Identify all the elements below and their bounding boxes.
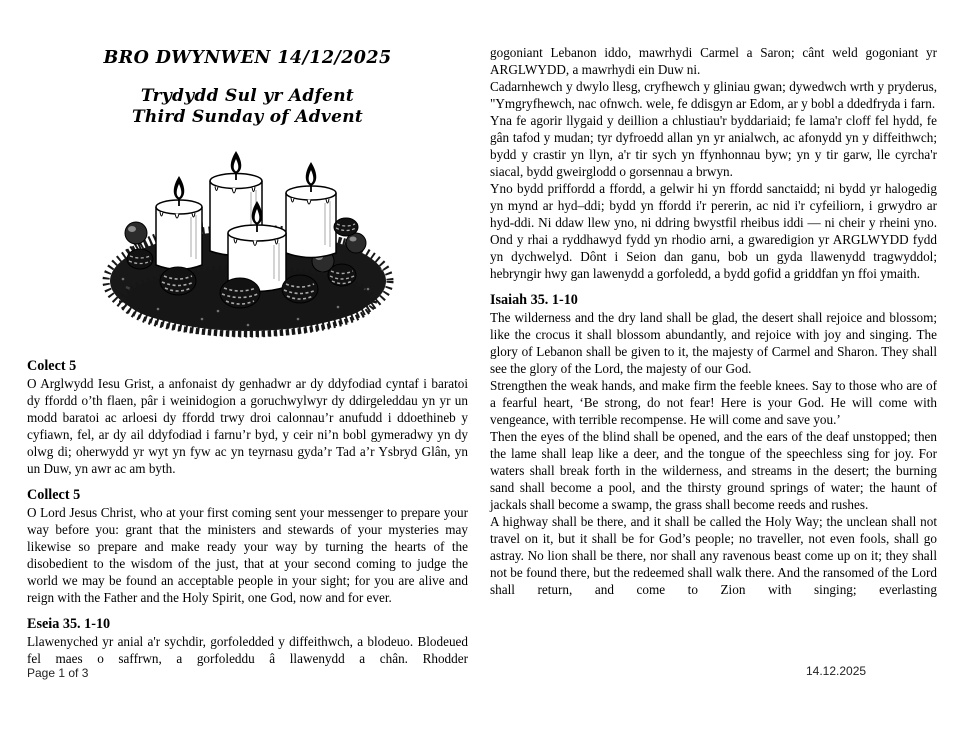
section-heading-collect: Collect 5 xyxy=(27,487,81,503)
section-heading-isaiah: Isaiah 35. 1-10 xyxy=(490,292,578,308)
flame xyxy=(173,176,184,200)
subtitle-block xyxy=(27,86,468,127)
flame xyxy=(230,151,241,174)
isaiah-paragraph: The wilderness and the dry land shall be glad, the desert shall rejoice and blossom; like the crocus it shall blossom abundantly, and rejoice with joy and singing. The glory of Lebanon shall be given to it, the majesty of Carmel and Sharon. They shall see the glory of the Lord, the majesty of our God. xyxy=(490,310,937,376)
eseia-body-text: Llawenyched yr anial a'r sychdir, gorfoledded y diffeithwch, a blodeuo. Blodeued fel maes o saffrwn, a gorfoleddu â llawenydd a chân. Rhodder xyxy=(27,634,468,666)
left-column xyxy=(27,44,468,667)
eseia-continued-paragraph: Cadarnhewch y dwylo llesg, cryfhewch y gliniau gwan; dywedwch wrth y pryderus, "Ymgryfhewch, nac ofnwch. wele, fe ddisgyn ar Edom, ar y bobl a ddedfryda i farn. xyxy=(490,79,937,111)
right-column xyxy=(490,44,937,598)
eseia-continued-paragraph: gogoniant Lebanon iddo, mawrhydi Carmel a Saron; cânt weld gogoniant yr ARGLWYDD, a mawrhydi ein Duw ni. xyxy=(490,45,937,77)
advent-wreath-image xyxy=(98,149,398,344)
isaiah-paragraph: A highway shall be there, and it shall be called the Holy Way; the unclean shall not travel on it, but it shall be for God’s people; no traveller, not even fools, shall go astray. No lion shall be there, nor shall any ravenous beast come up on it; they shall not be found there, but the redeemed shall walk there. And the ransomed of the Lord shall return, and come to Zion with singing; everlasting xyxy=(490,514,937,597)
subtitle-welsh: Trydydd Sul yr Adfent xyxy=(140,86,355,106)
page-title: BRO DWYNWEN 14/12/2025 xyxy=(103,48,392,68)
isaiah-paragraph: Strengthen the weak hands, and make firm the feeble knees. Say to those who are of a fearful heart, ‘Be strong, do not fear! Here is your God. He will come with vengeance, with terrible recompense. He will come and save you.’ xyxy=(490,378,937,427)
candle-back-right xyxy=(286,162,336,258)
page-number-label: Page 1 of 3 xyxy=(27,666,89,680)
section-heading-eseia: Eseia 35. 1-10 xyxy=(27,616,111,632)
subtitle-english: Third Sunday of Advent xyxy=(131,106,364,127)
date-stamp: 14.12.2025 xyxy=(806,664,867,678)
eseia-continued-paragraph: Yna fe agorir llygaid y deillion a chlustiau'r byddariaid; fe lama'r cloff fel hydd, fe gân tafod y mudan; tyr dyfroedd allan yn yr anialwch, ac afonydd yn y diffeithwch; bydd y crastir yn llyn, a'r tir sych yn ffynhonnau byw; yn y tir garw, lle cyrcha'r siacal, bydd gweirglodd o gorsennau a brwyn. xyxy=(490,113,937,179)
collect-body-text: O Lord Jesus Christ, who at your first coming sent your messenger to prepare your way before you: grant that the ministers and stewards of your mysteries may likewise so prepare and make ready your way by turning the hearts of the disobedient to the wisdom of the just, that at your second coming to judge the world we may be found an acceptable people in your sight; for you are alive and reign with the Father and the Holy Spirit, one God, now and for ever. xyxy=(27,505,468,605)
eseia-continued-paragraph: Yno bydd priffordd a ffordd, a gelwir hi yn ffordd sanctaidd; ni bydd yr halogedig yn mynd ar hyd–ddi; bydd yn ffordd i'r pererin, ac nid i'r cyfeiliorn, i grwydro ar hyd-ddi. Ni ddaw llew yno, ni ddring bwystfil rheibus iddi — ni cheir y rheini yno. Ond y rhai a ryddhawyd fydd yn rhodio arni, a gwaredigion yr ARGLWYDD fydd yn dychwelyd. Dônt i Seion dan ganu, bob un gyda llawenydd tragwyddol; hebryngir hwy gan lawenydd a gorfoledd, a bydd gofid a griddfan yn ffoi ymaith. xyxy=(490,181,937,281)
flame xyxy=(305,162,316,186)
candle-back-left xyxy=(156,176,202,270)
colect-body-text: O Arglwydd Iesu Grist, a anfonaist dy genhadwr ar dy ddyfodiad cyntaf i baratoi dy ffordd o’th flaen, pâr i weinidogion a goruchwylwyr dy ddirgeleddau yn yr un modd baratoi ac arloesi dy ffordd trwy droi calonnau’r anufudd i ddoethineb y cyfiawn, fel, ar dy ail ddyfodiad i farnu’r byd, y ceir ni’n bobl gymeradwy yn dy olwg di; oherwydd yr wyt yn fyw ac yn teyrnasu gyda’r Tad a’r Ysbryd Glân, yn un Duw, yn awr ac am byth. xyxy=(27,376,468,476)
isaiah-paragraph: Then the eyes of the blind shall be opened, and the ears of the deaf unstopped; then the lame shall leap like a deer, and the tongue of the speechless sing for joy. For waters shall break forth in the wilderness, and streams in the desert; the burning sand shall become a pool, and the thirsty ground springs of water; the haunt of jackals shall become a swamp, the grass shall become reeds and rushes. xyxy=(490,429,937,512)
section-heading-colect: Colect 5 xyxy=(27,358,77,374)
